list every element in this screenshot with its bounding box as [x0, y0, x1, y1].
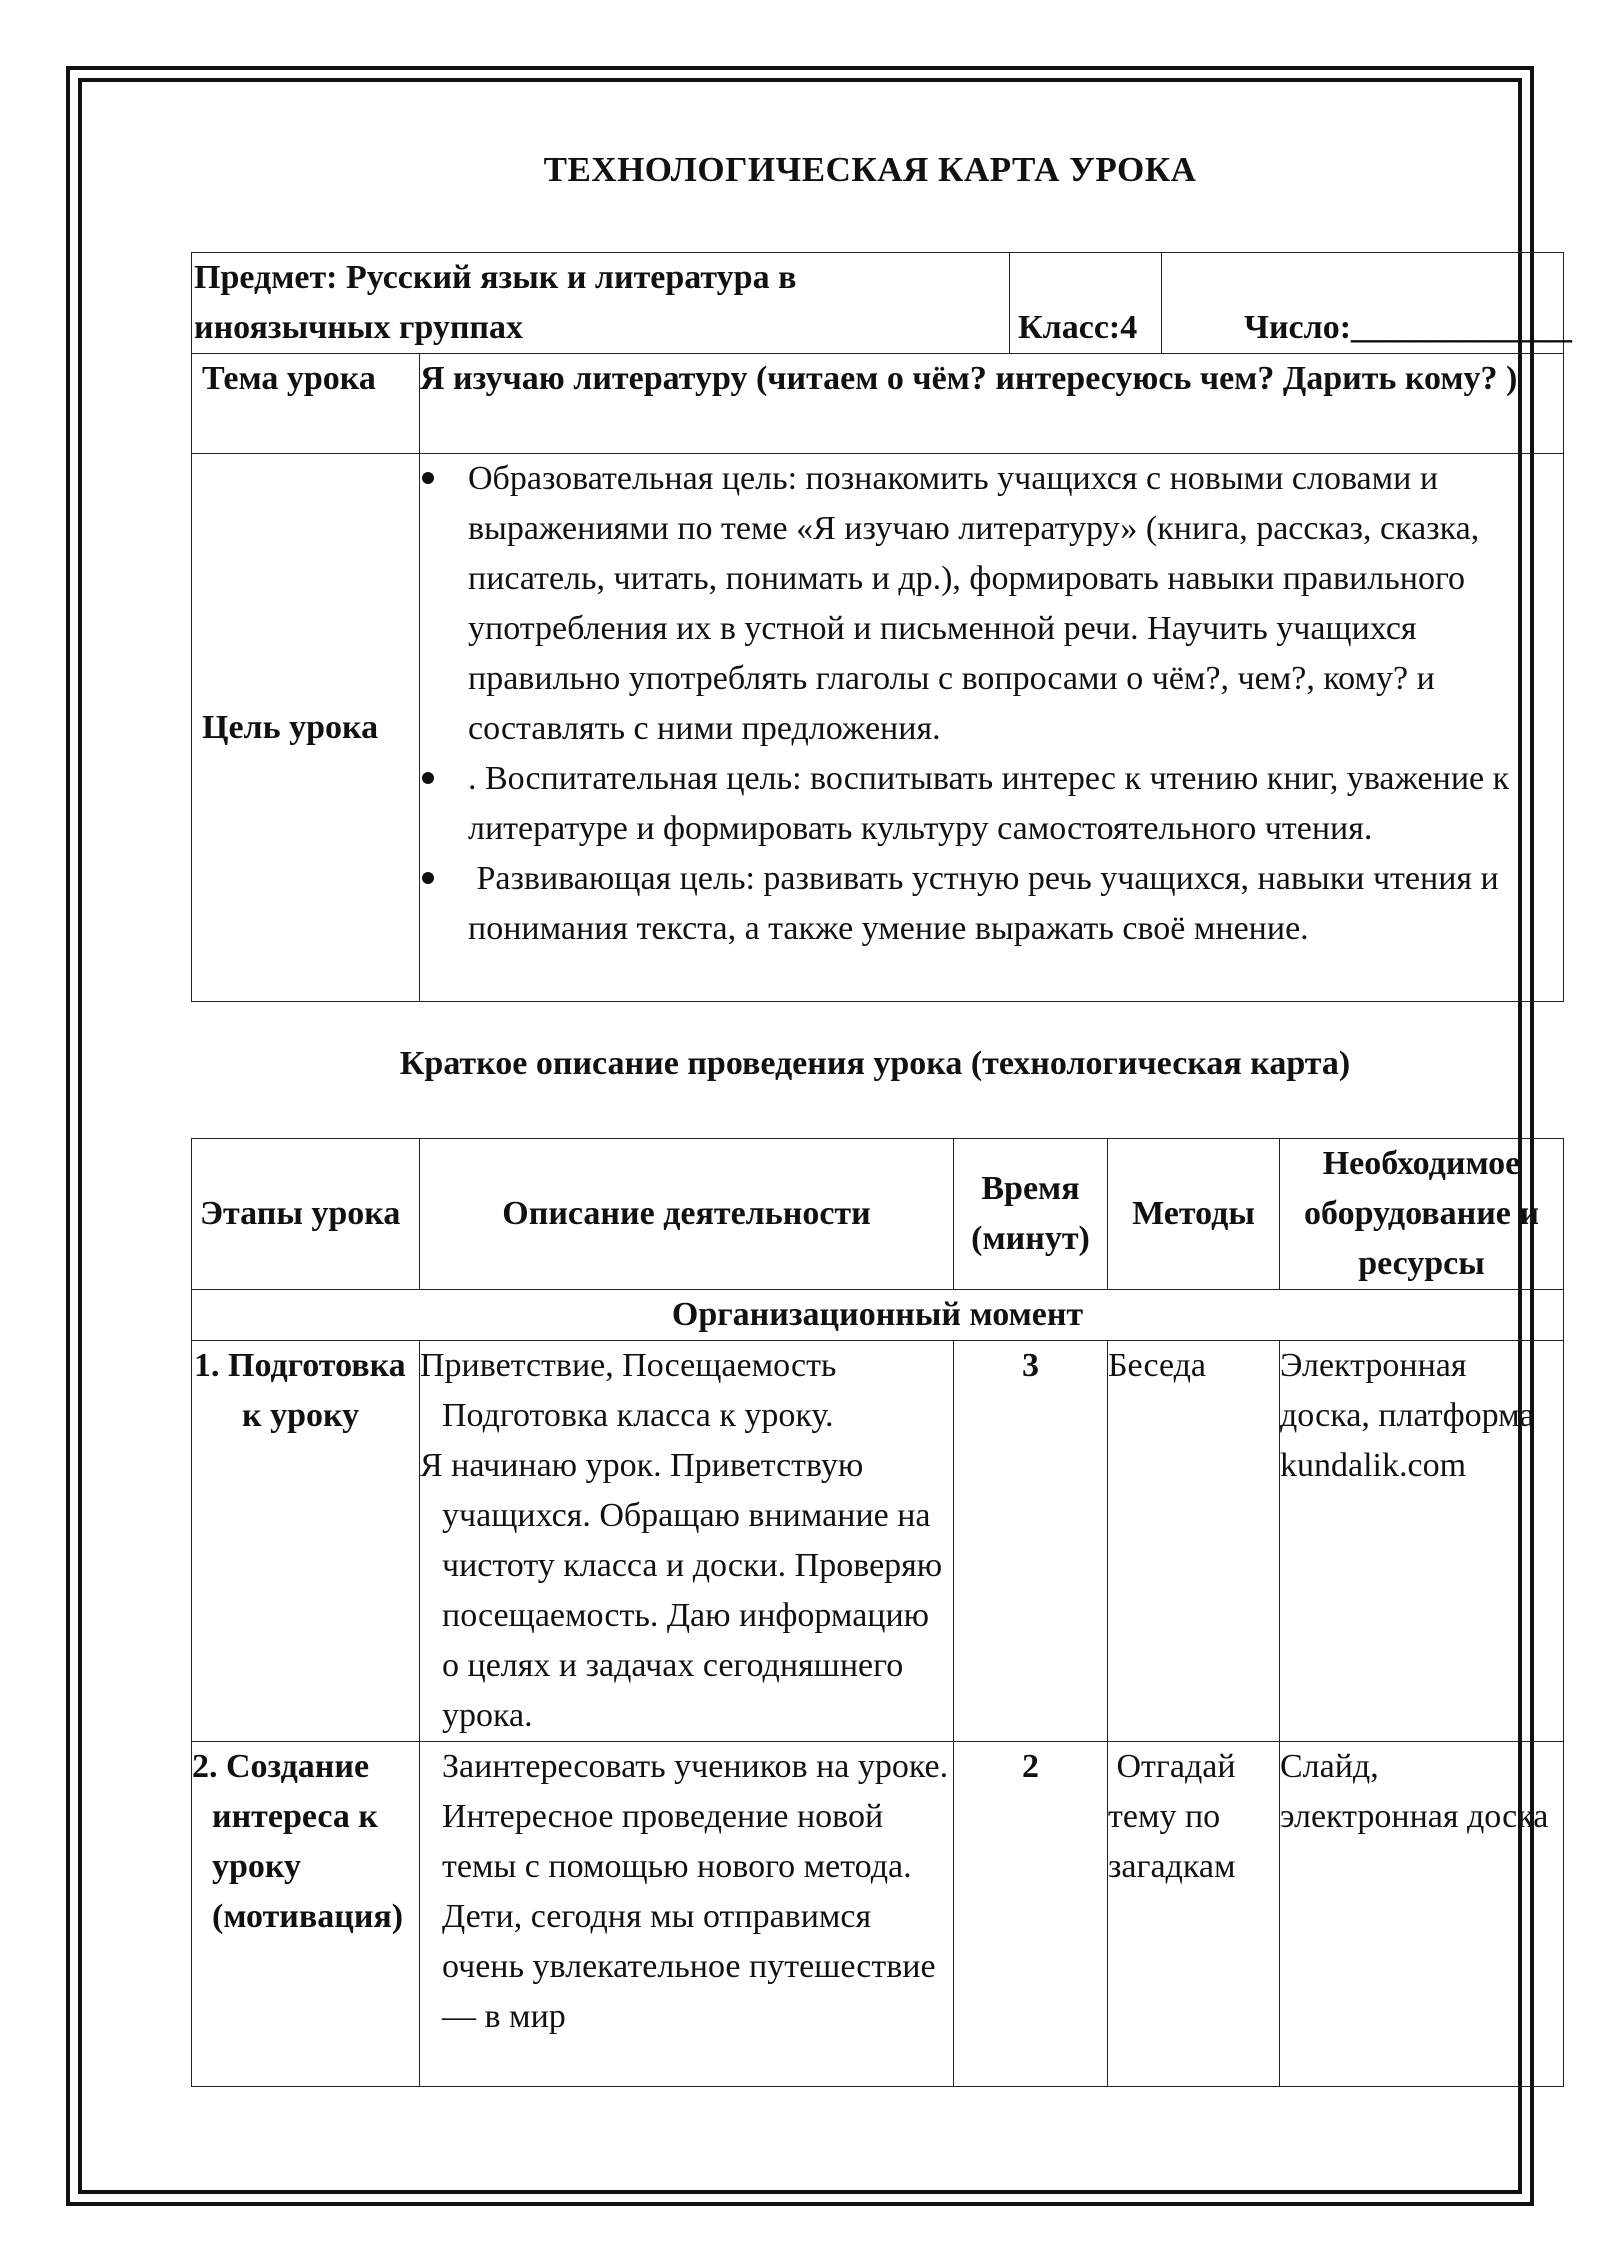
- table-row: [192, 1742, 1564, 2087]
- description-line: Подготовка класса к уроку.: [442, 1397, 834, 1434]
- date-text: Число:_____________: [1244, 309, 1573, 346]
- document-title: ТЕХНОЛОГИЧЕСКАЯ КАРТА УРОКА: [543, 150, 1197, 189]
- lesson-plan-table: [191, 1138, 1564, 2087]
- time-cell: 2: [954, 1742, 1108, 2087]
- goal-label: Цель урока: [202, 708, 379, 746]
- lesson-info-table: [191, 252, 1573, 1002]
- header-methods: Методы: [1108, 1139, 1280, 1290]
- topic-label-cell: [192, 354, 420, 454]
- resources-cell: Слайд, электронная доска: [1280, 1742, 1564, 2087]
- header-stages: Этапы урока: [192, 1139, 420, 1290]
- description-paragraph: Заинтересовать учеников на уроке. Интересное проведение новой темы с помощью нового метода.: [442, 1748, 949, 1885]
- topic-label: Тема урока: [202, 360, 376, 397]
- topic-value: Я изучаю литературу (читаем о чём? интересуюсь чем? Дарить кому? ): [420, 360, 1518, 397]
- plan-subtitle: Краткое описание проведения урока (технологическая карта): [399, 1045, 1351, 1082]
- header-time: Время (минут): [954, 1139, 1108, 1290]
- method-cell: Отгадай тему по загадкам: [1108, 1742, 1280, 2087]
- goal-item-developmental: [420, 854, 1557, 954]
- description-paragraph: Дети, сегодня мы отправимся очень увлекательное путешествие — в мир: [442, 1898, 936, 2035]
- stage-cell: 2. Создание интереса к уроку (мотивация): [192, 1742, 420, 2087]
- stage-cell: 1. Подготовка к уроку: [192, 1341, 420, 1742]
- goal-label-cell: [192, 454, 420, 1002]
- description-paragraph: Я начинаю урок. Приветствую учащихся. Обращаю внимание на чистоту класса и доски. Проверяю посещаемость. Даю информацию о целях и задачах сегодняшнего урока.: [420, 1447, 943, 1734]
- description-cell: [420, 1742, 954, 2087]
- bullet-icon: [422, 472, 434, 484]
- description-cell: [420, 1341, 954, 1742]
- time-cell: 3: [954, 1341, 1108, 1742]
- date-cell: [1162, 253, 1573, 354]
- description-line: Приветствие, Посещаемость: [420, 1347, 837, 1384]
- header-description: Описание деятельности: [420, 1139, 954, 1290]
- goals-list: [420, 454, 1557, 954]
- goal-text: Развивающая цель: развивать устную речь учащихся, навыки чтения и понимания текста, а также умение выражать своё мнение.: [468, 860, 1508, 947]
- goal-item-educational: [420, 454, 1557, 754]
- goals-cell: [420, 454, 1564, 1002]
- section-organizational: Организационный момент: [192, 1290, 1564, 1341]
- header-resources: Необходимое оборудование и ресурсы: [1280, 1139, 1564, 1290]
- goal-text: . Воспитательная цель: воспитывать интерес к чтению книг, уважение к литературе и формировать культуру самостоятельного чтения.: [468, 760, 1510, 847]
- topic-value-cell: [420, 354, 1564, 454]
- bullet-icon: [422, 772, 434, 784]
- method-cell: Беседа: [1108, 1341, 1280, 1742]
- subject-cell: [192, 253, 1010, 354]
- class-cell: [1010, 253, 1162, 354]
- subject-text: Предмет: Русский язык и литература в иноязычных группах: [194, 259, 797, 346]
- resources-cell: Электронная доска, платформа kundalik.com: [1280, 1341, 1564, 1742]
- goal-text: Образовательная цель: познакомить учащихся с новыми словами и выражениями по теме «Я изучаю литературу» (книга, рассказ, сказка, писатель, читать, понимать и др.), формировать навыки правильного употребления их в устной и письменной речи. Научить учащихся правильно употреблять глаголы с вопросами о чём?, чем?, кому? и составлять с ними предложения.: [468, 460, 1480, 747]
- class-text: Класс:4: [1018, 309, 1138, 346]
- goal-item-upbringing: [420, 754, 1557, 854]
- table-row: [192, 1341, 1564, 1742]
- bullet-icon: [422, 872, 434, 884]
